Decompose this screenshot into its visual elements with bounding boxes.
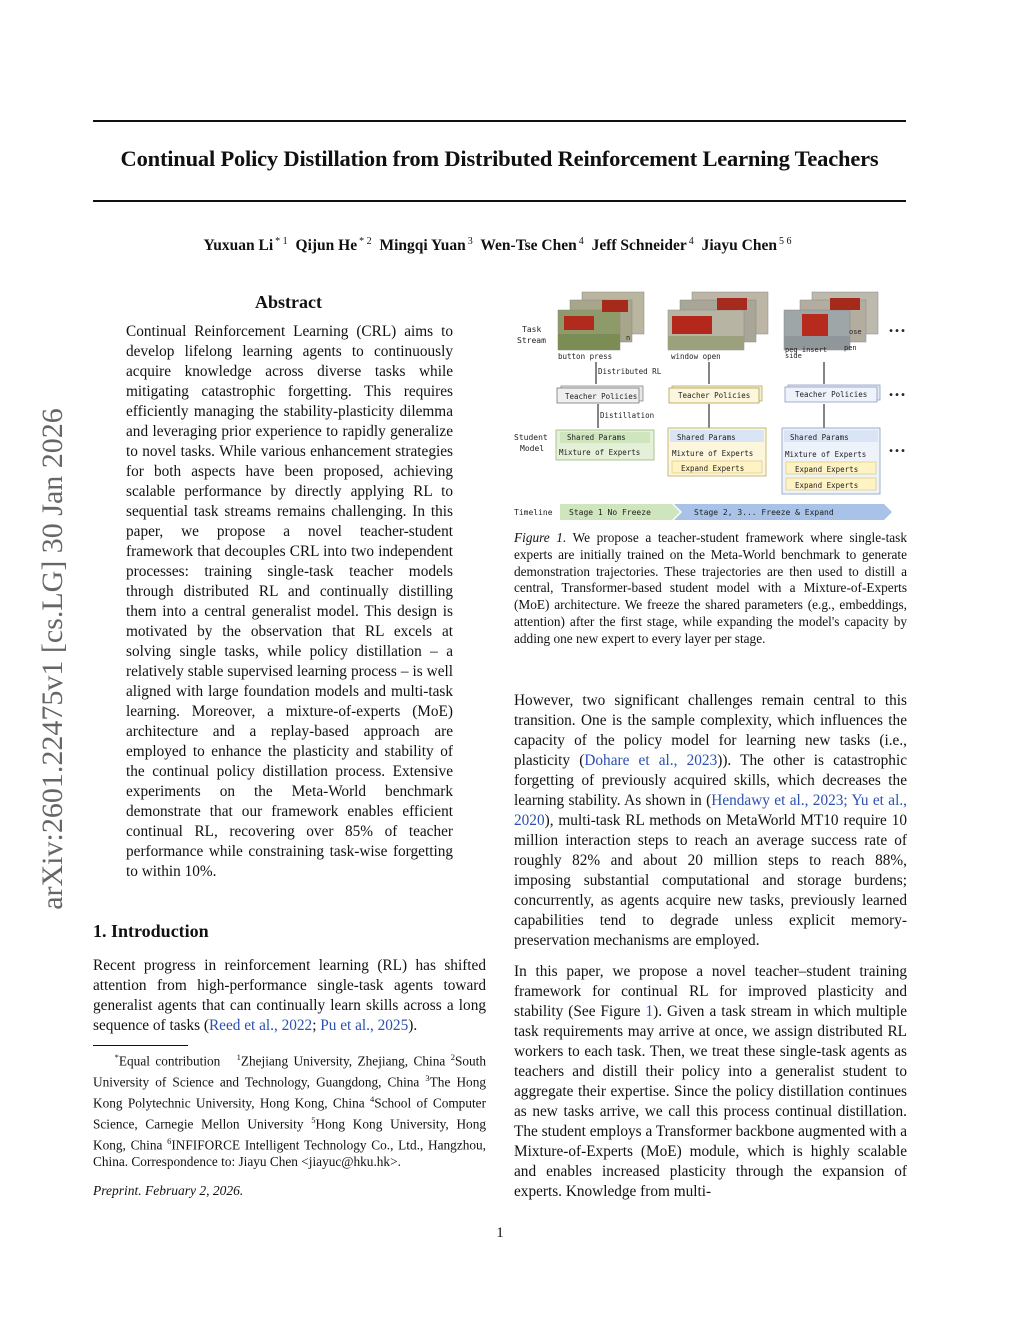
author-list: Yuxuan Li $^{* 1}$ Qijun He $^{* 2}$ Mingqi Yuan $^3$ Wen-Tse Chen $^4$ Jeff Schneider $^4$ Jiayu Chen $^{5 6}$ xyxy=(203,236,792,255)
svg-text:Stream: Stream xyxy=(517,336,546,345)
task-label-peg-insert: peg insert xyxy=(785,346,828,354)
paper-title: Continual Policy Distillation from Distributed Reinforcement Learning Teachers xyxy=(120,146,879,171)
citation-link[interactable]: Dohare et al., 2023 xyxy=(584,752,718,769)
svg-text:Expand Experts: Expand Experts xyxy=(795,465,859,474)
svg-text:Shared Params: Shared Params xyxy=(567,433,626,442)
author-name: Mingqi Yuan xyxy=(379,237,466,255)
task-label-window-open: window open xyxy=(671,352,721,361)
distillation-label: Distillation xyxy=(600,411,655,420)
author-name: Jeff Schneider xyxy=(591,237,687,255)
intro-paragraph: Recent progress in reinforcement learning (RL) has shifted attention from high-performance single-task agents toward generalist agents that can continually learn skills across a long sequence of tasks (Reed et al., 2022; Pu et al., 2025). xyxy=(93,957,486,1034)
section-heading-introduction: 1. Introduction xyxy=(93,921,209,941)
author-name: Wen-Tse Chen xyxy=(480,237,577,255)
svg-text:side: side xyxy=(785,352,802,360)
svg-text:•••: ••• xyxy=(888,390,907,401)
svg-text:Mixture of Experts: Mixture of Experts xyxy=(672,449,754,458)
distributed-rl-label: Distributed RL xyxy=(598,367,662,376)
top-rule xyxy=(93,120,906,122)
citation-link[interactable]: Reed et al., 2022 xyxy=(208,1017,313,1034)
task-thumbnails-2 xyxy=(668,292,768,350)
task-stream-label: Task xyxy=(522,325,542,334)
svg-text:pen: pen xyxy=(844,344,857,352)
task-thumbnails-3 xyxy=(784,292,878,352)
figure-caption: Figure 1. We propose a teacher-student framework where single-task experts are initially trained on the Meta-World benchmark to generate demonstration trajectories. These trajectories are then used to distill a central, Transformer-based student model with a Mixture-of-Experts (MoE) architecture. We freeze the shared parameters (e.g., embeddings, attention) after the first stage, while expanding the model's capacity by adding one new expert to every layer per stage. xyxy=(514,530,907,646)
svg-text:Shared Params: Shared Params xyxy=(790,433,849,442)
preprint-note: Preprint. February 2, 2026. xyxy=(93,1183,244,1198)
svg-text:•••: ••• xyxy=(888,446,907,457)
citation-link[interactable]: Yu et al., 2020 xyxy=(514,792,907,829)
svg-text:Stage 1 No Freeze: Stage 1 No Freeze xyxy=(569,508,651,517)
title-bottom-rule xyxy=(93,200,906,202)
figure-1-diagram xyxy=(512,290,908,522)
svg-text:Teacher Policies: Teacher Policies xyxy=(678,391,751,400)
right-column-paragraph-1: However, two significant challenges remain central to this transition. One is the sample complexity, which influences the capacity of the policy model for learning new tasks (i.e., plasticity (Dohare et al., 2023)). The other is catastrophic forgetting of previously acquired skills, which decreases the learning stability. As shown in (Hendawy et al., 2023; Yu et al., 2020), multi-task RL methods on MetaWorld MT10 require 10 million interaction steps to reach an average success rate of roughly 82% and about 20 million steps to reach 88%, imposing substantial computational and storage burdens; concurrently, as agents acquire new tasks, previously learned capabilities tend to degrade unless explicit memory-preservation mechanisms are employed. xyxy=(514,692,907,949)
author-name: Qijun He xyxy=(295,237,358,255)
figure-reference-link[interactable]: 1 xyxy=(645,1003,654,1020)
task-thumbnails-1 xyxy=(558,292,644,350)
footnote-rule xyxy=(93,1045,188,1046)
teacher-policies-box: Teacher Policies xyxy=(565,392,638,401)
more-dots-icon: ••• xyxy=(888,326,907,337)
task-label-button-press: button press xyxy=(558,352,613,361)
svg-text:Expand Experts: Expand Experts xyxy=(681,464,745,473)
svg-text:ose: ose xyxy=(849,328,862,336)
page-number: 1 xyxy=(496,1225,504,1241)
svg-text:Teacher Policies: Teacher Policies xyxy=(795,390,868,399)
author-name: Jiayu Chen xyxy=(701,237,777,255)
citation-link[interactable]: Pu et al., 2025 xyxy=(320,1017,409,1034)
svg-text:Model: Model xyxy=(520,444,545,453)
svg-text:n: n xyxy=(626,334,631,342)
right-column-paragraph-2: In this paper, we propose a novel teacher–student training framework for continual RL for improved plasticity and stability (See Figure 1). Given a task stream in which multiple task requirements may arrive at once, we assign distributed RL workers to each task. Then, we treat these single-task agents as teachers and distill their policy into a generalist student to aggregate their expertise. Since the policy distillation continues as new tasks arrive, we call this process continual distillation. The student employs a Transformer backbone augmented with a Mixture-of-Experts (MoE) module, which is highly scalable and enables increased plasticity through the expansion of experts. Knowledge from multi- xyxy=(514,963,907,1200)
svg-text:Stage 2, 3... Freeze & Expand: Stage 2, 3... Freeze & Expand xyxy=(694,508,834,517)
svg-text:Mixture of Experts: Mixture of Experts xyxy=(785,450,867,459)
svg-text:Mixture of Experts: Mixture of Experts xyxy=(559,448,641,457)
abstract-text: Continual Reinforcement Learning (CRL) aims to develop lifelong learning agents to continuously acquire knowledge across diverse tasks while mitigating catastrophic forgetting. This requires efficiently managing the stability-plasticity dilemma and leveraging prior experience to rapidly generalize to novel tasks. While various enhancement strategies for both aspects have been proposed, achieving scalable performance by directly applying RL to sequential task streams remains challenging. In this paper, we propose a novel teacher-student framework that decouples CRL into two independent processes: training single-task teacher models through distributed RL and continually distilling them into a central generalist model. This design is motivated by the observation that RL excels at solving single tasks, while policy distillation – a relatively stable supervised learning process – is well aligned with large foundation models and multi-task learning. Moreover, a mixture-of-experts (MoE) architecture and a replay-based approach are employed to enhance the plasticity and stability of the continual policy distillation process. Extensive experiments on the Meta-World benchmark demonstrate that our framework enables efficient continual RL, recovering over 85% of teacher performance while constraining task-wise forgetting to within 10%. xyxy=(126,323,453,880)
student-model-label: Student xyxy=(514,433,548,442)
svg-text:Expand Experts: Expand Experts xyxy=(795,481,859,490)
abstract-heading: Abstract xyxy=(255,292,322,312)
author-name: Yuxuan Li xyxy=(203,237,274,255)
timeline-label: Timeline xyxy=(514,508,553,517)
citation-link[interactable]: Hendawy et al., 2023 xyxy=(711,792,844,809)
svg-text:Shared Params: Shared Params xyxy=(677,433,736,442)
footnotes: *Equal contribution $^1$Zhejiang University, Zhejiang, China $^2$South University of Science and Technology, Guangdong, China $^3$The Hong Kong Polytechnic University, Hong Kong, China $^4$School of Computer Science, Carnegie Mellon University $^5$Hong Kong University, Hong Kong, China $^6$INFIFORCE Intelligent Technology Co., Ltd., Hangzhou, China. Correspondence to: Jiayu Chen <jiayuc@hku.hk>. xyxy=(93,1052,487,1170)
